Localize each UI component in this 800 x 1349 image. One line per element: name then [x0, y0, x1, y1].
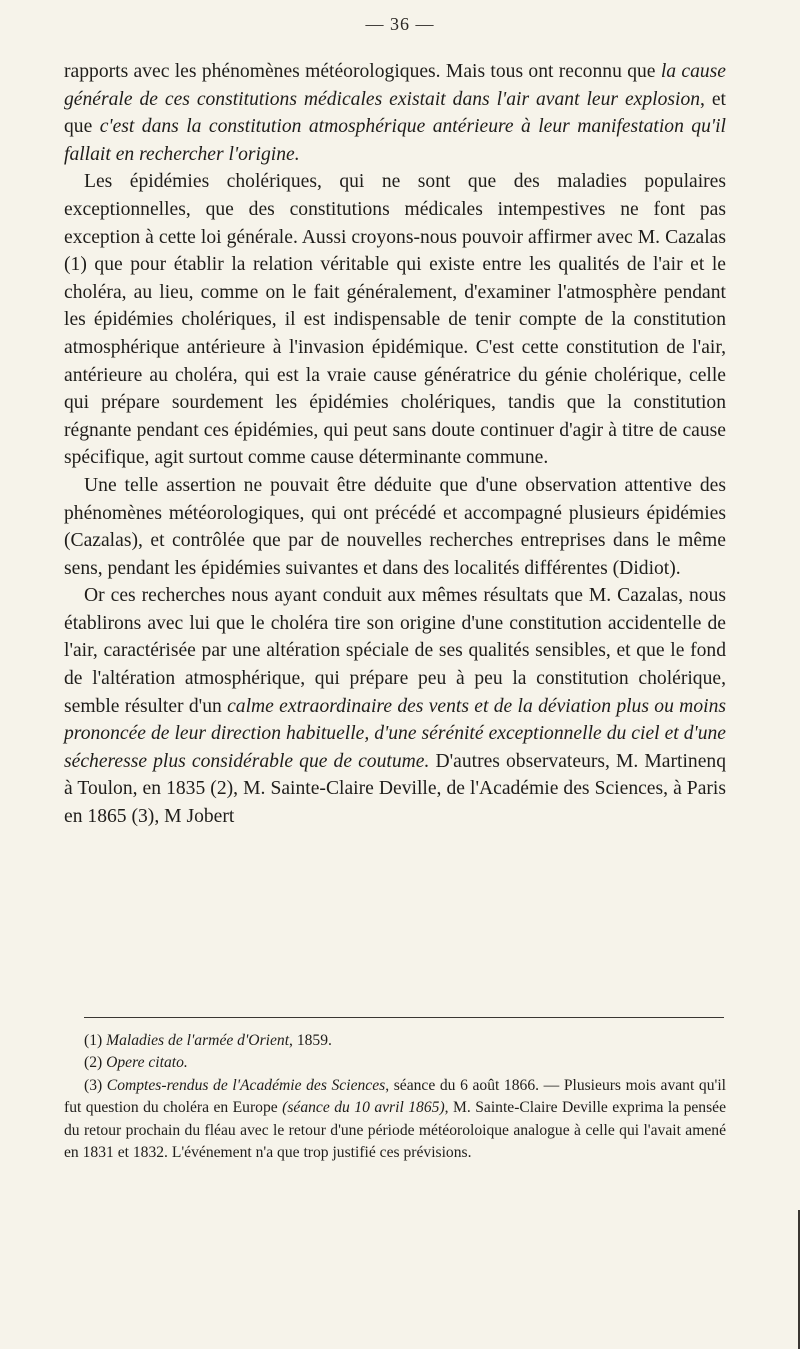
italic-run: c'est dans la constitution atmosphérique antérieure à leur manifestation qu'il fallait en rechercher l'origine. [64, 116, 726, 165]
italic-run: calme extraordinaire des vents et de la déviation plus ou moins prononcée de leur direction habituelle, d'une sérénité exceptionnelle du ciel et d'une sécheresse plus considérable que de coutume. [64, 695, 726, 772]
paragraph-3: Une telle assertion ne pouvait être déduite que d'une observation attentive des phénomènes météorologiques, qui ont précédé et accompagné plusieurs épidémies (Cazalas), et contrôlée que par de nouvelles recherches entreprises dans le même sens, pendant les épidémies suivantes et dans des localités différentes (Didiot). [64, 474, 726, 579]
paragraph-1 [64, 58, 726, 168]
footnote-divider [84, 1017, 724, 1018]
paragraph-4 [64, 582, 726, 830]
main-text [64, 58, 726, 831]
italic-run: la cause générale de ces constitutions médicales existait dans l'air avant leur explosion [64, 61, 726, 110]
text-run: , et que [64, 88, 727, 138]
footnote-2 [64, 1052, 726, 1074]
footnotes [64, 1030, 726, 1164]
footnote-number: (1) [84, 1032, 107, 1049]
italic-run: Opere citato. [106, 1054, 188, 1072]
italic-run: (séance du 10 avril 1865) [282, 1099, 445, 1117]
text-run: Or ces recherches nous ayant conduit aux mêmes résultats que M. Cazalas, nous établirons avec lui que le choléra tire son origine d'une constitution accidentelle de l'air, caractérisée par une altération spéciale de ses qualités sensibles, et que le fond de l'altération atmosphérique, qui prépare peu à peu la constitution cholérique, semble résulter d'un [64, 585, 726, 717]
italic-run: Maladies de l'armée d'Orient [106, 1032, 290, 1049]
footnote-3 [64, 1075, 726, 1165]
page-number: — 36 — [365, 14, 435, 34]
footnote-number: (2) [84, 1054, 107, 1072]
text-run: , 1859. [289, 1032, 332, 1049]
paragraph-2: Les épidémies cholériques, qui ne sont que des maladies populaires exceptionnelles, que des constitutions médicales intempestives ne font pas exception à cette loi générale. Aussi croyons-nous pouvoir affirmer avec M. Cazalas (1) que pour établir la relation véritable qui existe entre les qualités de l'air et le choléra, au lieu, comme on le fait généralement, d'examiner l'atmosphère pendant les épidémies cholériques, il est indispensable de tenir compte de la constitution atmosphérique antérieure à l'invasion épidémique. C'est cette constitution de l'air, antérieure au choléra, qui est la vraie cause génératrice du génie cholérique, celle qui prépare sourdement les épidémies cholériques, tandis que la constitution régnante pendant ces épidémies, qui peut sans doute continuer d'agir à titre de cause spécifique, agit surtout comme cause déterminante commune. [64, 171, 726, 469]
italic-run: Comptes-rendus de l'Académie des Sciences [106, 1076, 386, 1094]
footnote-number: (3) [84, 1076, 107, 1094]
footnote-1 [64, 1030, 726, 1052]
text-run: , séance du 6 août 1866. — Plusieurs mois avant qu'il fut question du choléra en Europe [64, 1076, 726, 1117]
text-run: rapports avec les phénomènes météorologiques. Mais tous ont reconnu que [64, 61, 661, 82]
text-run: , M. Sainte-Claire Deville exprima la pensée du retour prochain du fléau avec le retour d'une période météoroloique analogue à celle qui l'avait amené en 1831 et 1832. L'événement n'a que trop justifié ces prévisions. [64, 1099, 727, 1162]
text-run: D'autres observateurs, M. Martinenq à Toulon, en 1835 (2), M. Sainte-Claire Deville, de l'Académie des Sciences, à Paris en 1865 (3), M Jobert [64, 750, 726, 828]
